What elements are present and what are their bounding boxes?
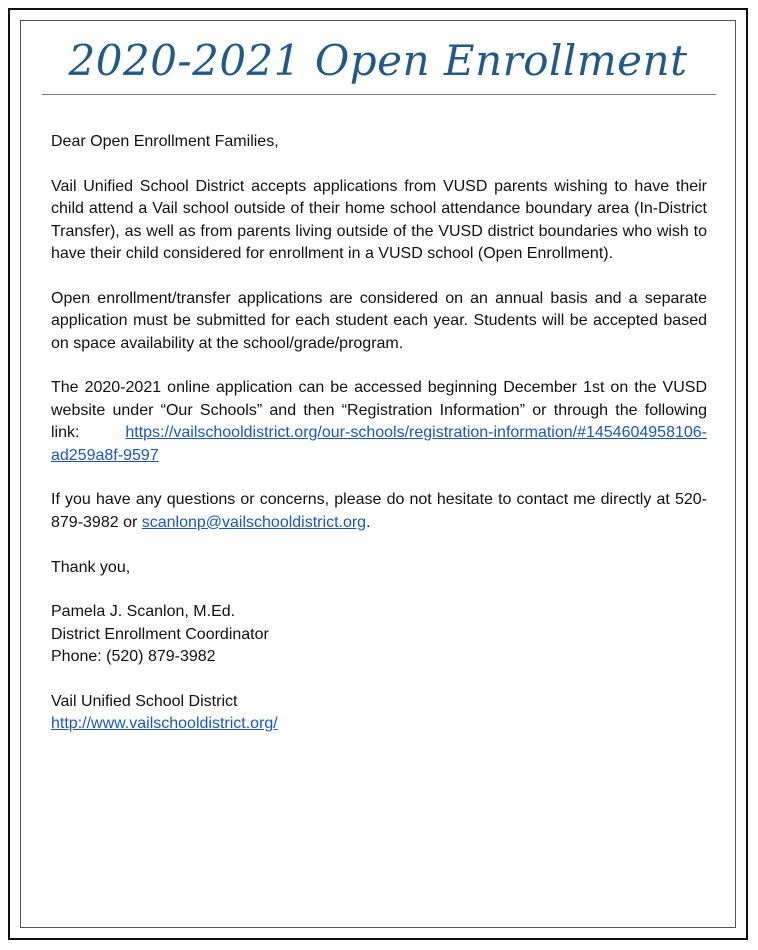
closing: Thank you, [51, 558, 131, 576]
organization-block [51, 691, 707, 736]
contact-text: If you have any questions or concerns, please do not hesitate to contact me directly at 520-879-3982 or [51, 491, 707, 531]
contact-end-punctuation: . [366, 513, 371, 531]
organization-name: Vail Unified School District [51, 693, 238, 711]
signature-role: District Enrollment Coordinator [51, 625, 269, 643]
signature-name: Pamela J. Scanlon, M.Ed. [51, 603, 236, 621]
signature-block [51, 601, 707, 668]
signature-phone: Phone: (520) 879-3982 [51, 648, 216, 666]
greeting: Dear Open Enrollment Families, [51, 133, 279, 150]
paragraph-contact [51, 489, 707, 534]
page-title: 2020-2021 Open Enrollment [68, 36, 688, 85]
paragraph-annual-basis: Open enrollment/transfer applications are considered on an annual basis and a separate application must be submitted for each student each year. Students will be accepted based on space availability at the school/grade/program. [51, 289, 707, 352]
online-application-text: The 2020-2021 online application can be accessed beginning December 1st on the VUSD website under “Our Schools” and then “Registration Information” or through the following link: [51, 379, 707, 442]
paragraph-online-application [51, 377, 707, 467]
letter-body [51, 131, 707, 736]
paragraph-district-info: Vail Unified School District accepts applications from VUSD parents wishing to have their child attend a Vail school outside of their home school attendance boundary area (In-District Transfer), as well as from parents living outside of the VUSD district boundaries who wish to have their child considered for enrollment in a VUSD school (Open Enrollment). [51, 177, 707, 263]
registration-info-link[interactable]: https://vailschooldistrict.org/our-schools/registration-information/#1454604958106-ad259a8f-9597 [51, 424, 707, 464]
title-divider [42, 94, 716, 95]
email-link[interactable]: scanlonp@vailschooldistrict.org [141, 513, 367, 531]
district-website-link[interactable]: http://www.vailschooldistrict.org/ [51, 715, 278, 733]
